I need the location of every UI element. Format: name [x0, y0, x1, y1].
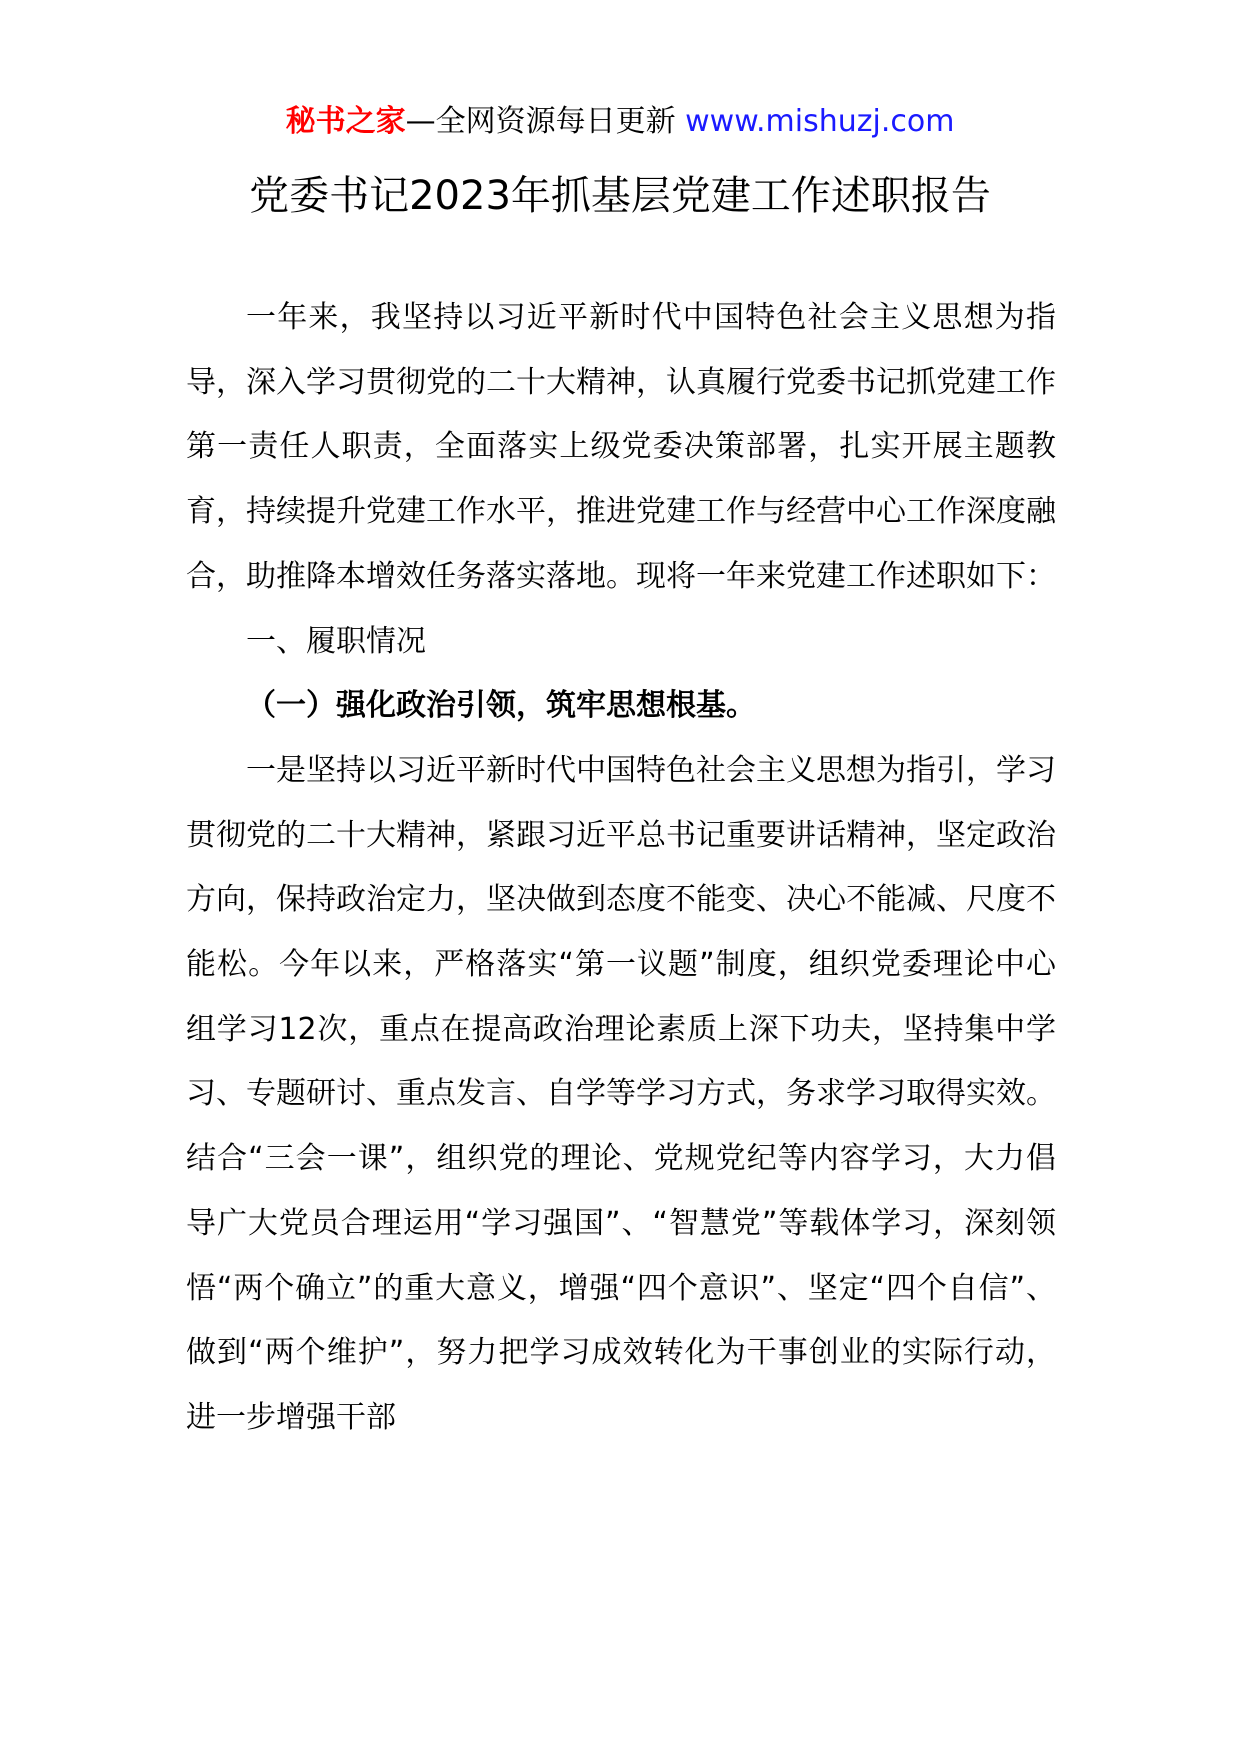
section-heading: 一、履职情况	[246, 623, 426, 659]
document-body	[186, 286, 1056, 1451]
site-header	[0, 100, 1240, 144]
site-brand: 秘书之家	[285, 104, 406, 139]
site-tagline: —全网资源每日更新	[405, 104, 686, 139]
site-url-link[interactable]: www.mishuzj.com	[685, 104, 955, 139]
subsection-heading: （一）强化政治引领，筑牢思想根基。	[246, 688, 756, 724]
document-title: 党委书记2023年抓基层党建工作述职报告	[249, 173, 991, 219]
body-paragraph: 一是坚持以习近平新时代中国特色社会主义思想为指引，学习贯彻党的二十大精神，紧跟习近平总书记重要讲话精神，坚定政治方向，保持政治定力，坚决做到态度不能变、决心不能减、尺度不能松。今年以来，严格落实“第一议题”制度，组织党委理论中心组学习12次，重点在提高政治理论素质上深下功夫，坚持集中学习、专题研讨、重点发言、自学等学习方式，务求学习取得实效。结合“三会一课”，组织党的理论、党规党纪等内容学习，大力倡导广大党员合理运用“学习强国”、“智慧党”等载体学习，深刻领悟“两个确立”的重大意义，增强“四个意识”、坚定“四个自信”、做到“两个维护”，努力把学习成效转化为干事创业的实际行动，进一步增强干部	[186, 752, 1056, 1435]
intro-paragraph: 一年来，我坚持以习近平新时代中国特色社会主义思想为指导，深入学习贯彻党的二十大精神，认真履行党委书记抓党建工作第一责任人职责，全面落实上级党委决策部署，扎实开展主题教育，持续提升党建工作水平，推进党建工作与经营中心工作深度融合，助推降本增效任务落实落地。现将一年来党建工作述职如下：	[186, 300, 1056, 594]
